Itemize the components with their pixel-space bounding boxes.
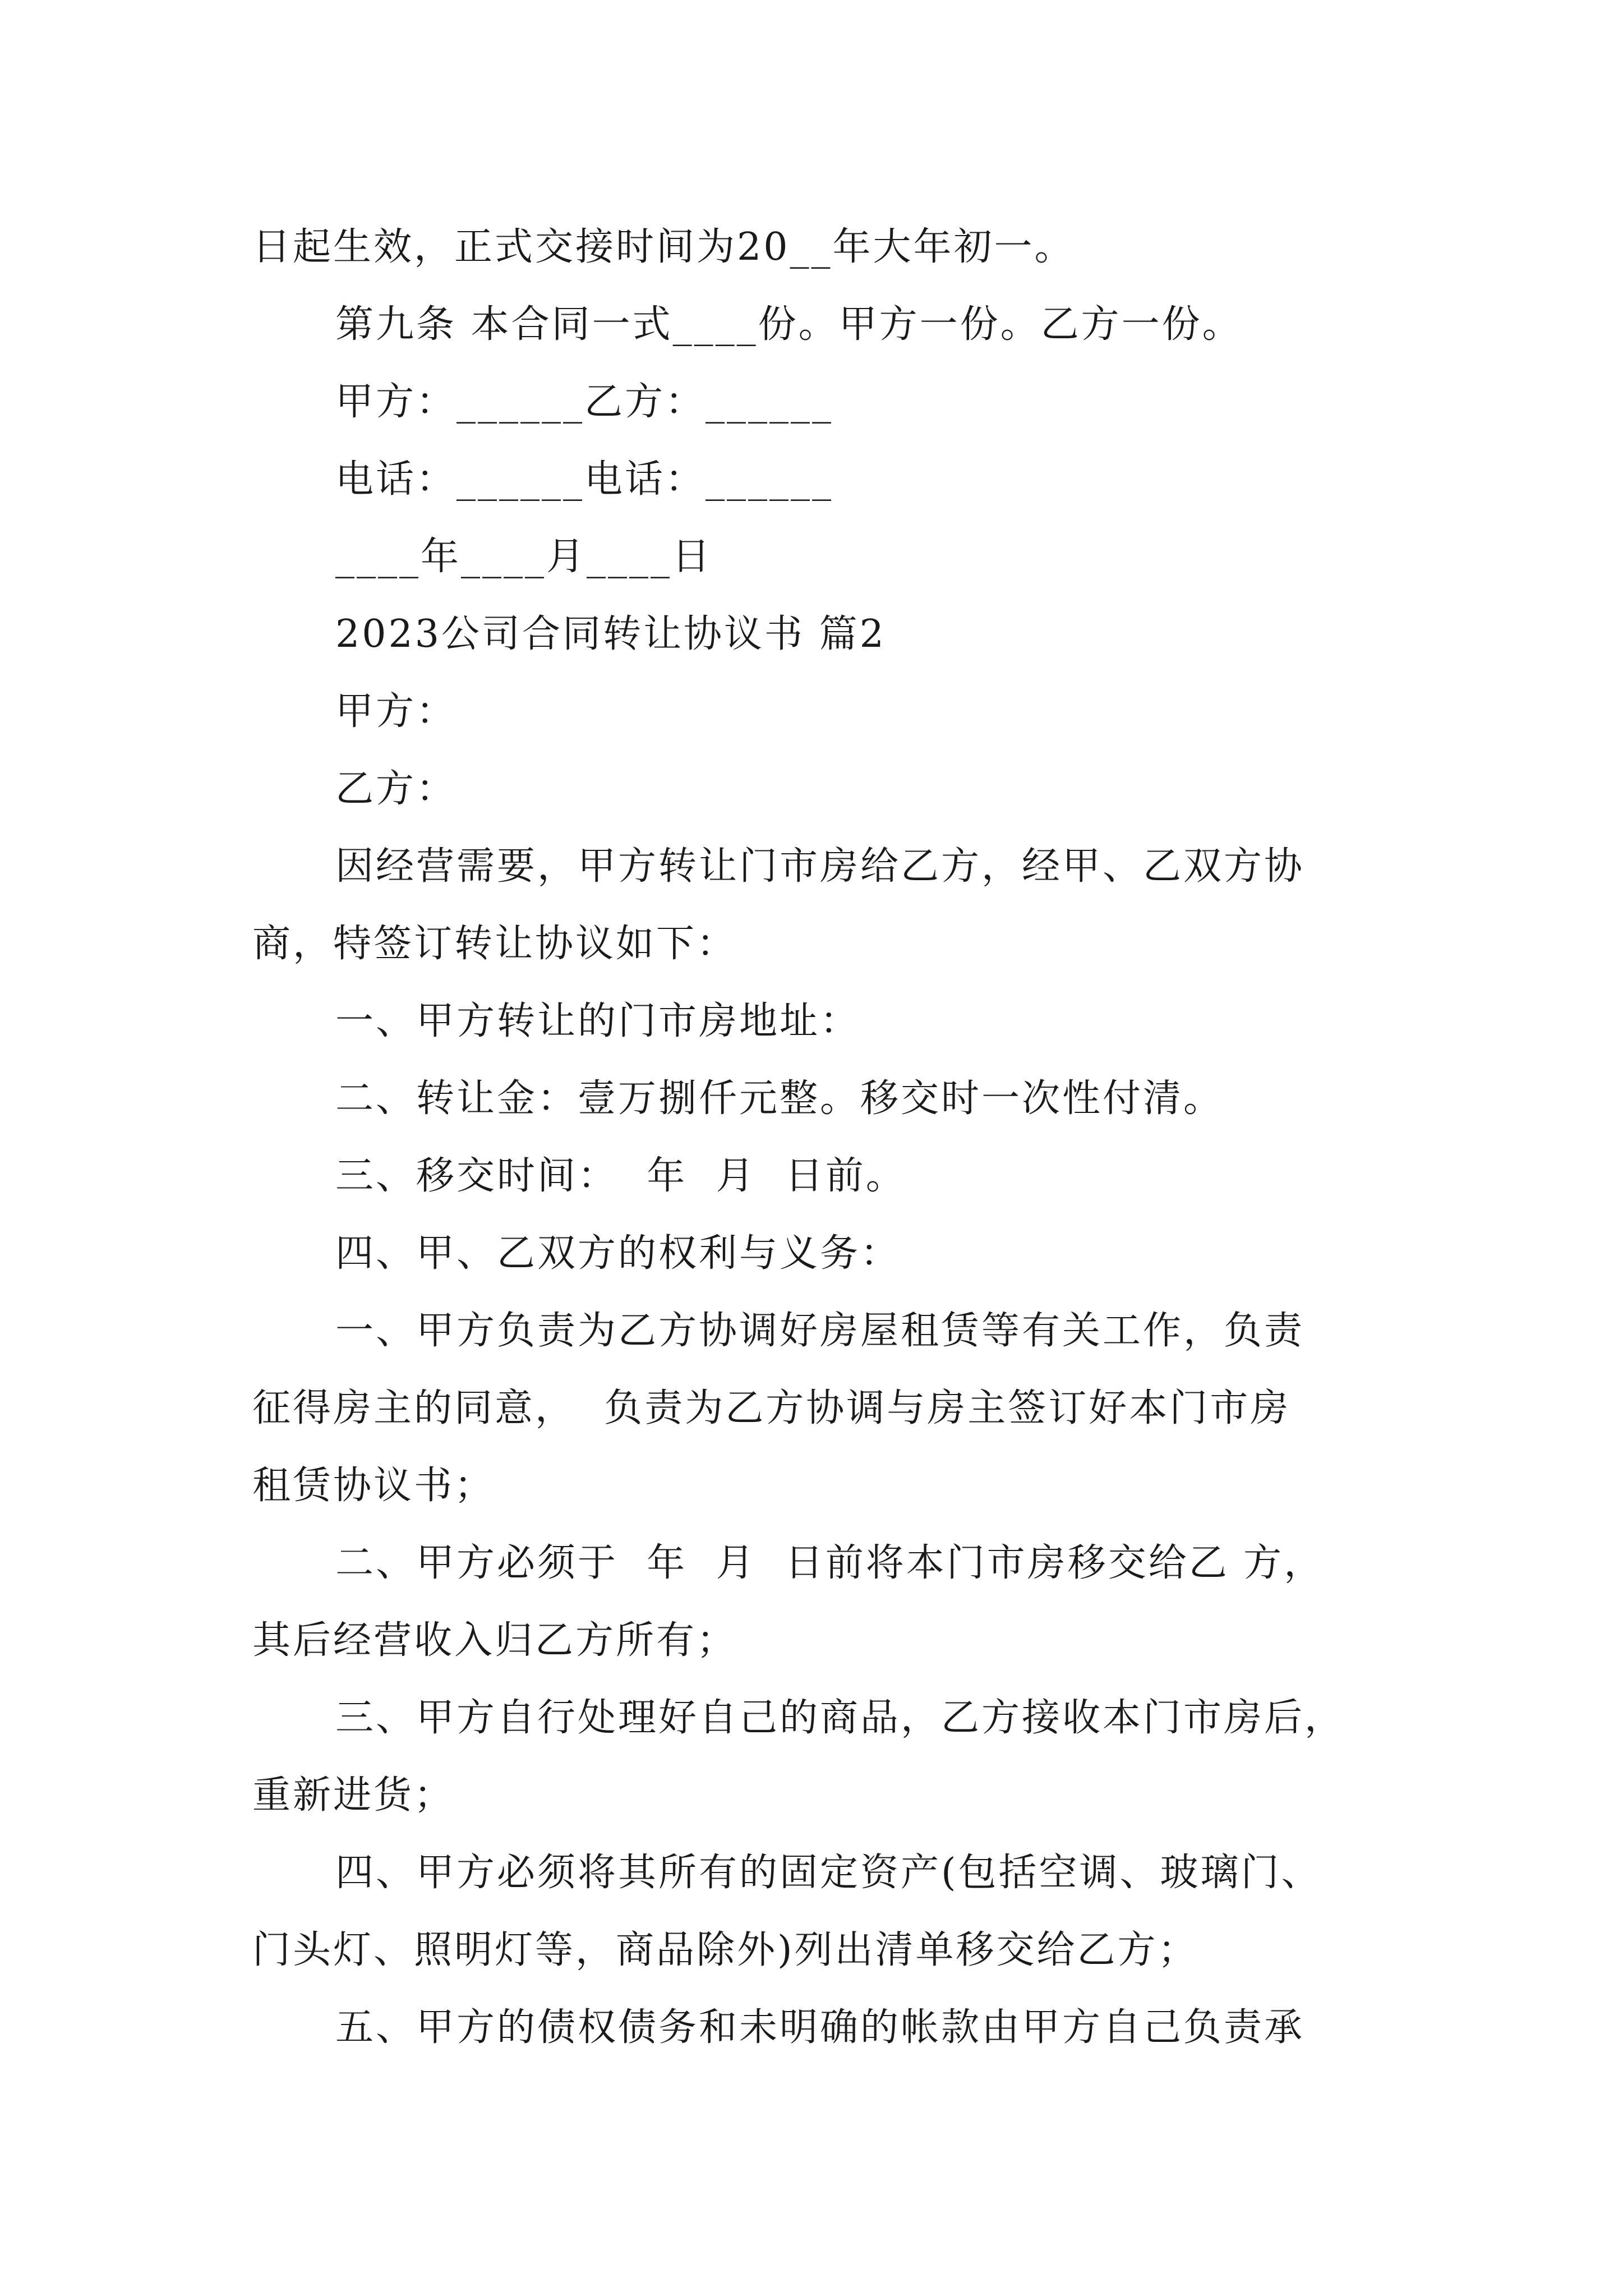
text-line: 二、甲方必须于 年 月 日前将本门市房移交给乙 方，: [335, 1541, 1325, 1585]
text-line: 商，特签订转让协议如下：: [252, 922, 737, 966]
text-line: 门头灯、照明灯等，商品除外)列出清单移交给乙方；: [252, 1928, 1198, 1972]
text-line: 四、甲、乙双方的权利与义务：: [335, 1231, 901, 1276]
text-line: 二、转让金：壹万捌仟元整。移交时一次性付清。: [335, 1076, 1224, 1121]
text-line: 一、甲方转让的门市房地址：: [335, 999, 861, 1043]
document-body: [252, 209, 1391, 2067]
text-line: 四、甲方必须将其所有的固定资产(包括空调、玻璃门、: [335, 1851, 1322, 1895]
text-line: 三、移交时间： 年 月 日前。: [335, 1154, 906, 1198]
text-line: 征得房主的同意， 负责为乙方协调与房主签订好本门市房: [252, 1386, 1291, 1430]
text-line: 甲方：______乙方：______: [335, 380, 834, 424]
text-line: 因经营需要，甲方转让门市房给乙方，经甲、乙双方协: [335, 844, 1305, 889]
text-line: 日起生效，正式交接时间为20__年大年初一。: [252, 225, 1075, 269]
text-line: 其后经营收入归乙方所有；: [252, 1618, 737, 1663]
text-line: 五、甲方的债权债务和未明确的帐款由甲方自己负责承: [335, 2005, 1305, 2050]
text-line: 甲方：: [335, 689, 457, 734]
text-line: 乙方：: [335, 767, 457, 811]
section-heading: 2023公司合同转让协议书 篇2: [335, 612, 886, 656]
text-line: 三、甲方自行处理好自己的商品，乙方接收本门市房后，: [335, 1696, 1345, 1740]
text-line: ____年____月____日: [335, 535, 713, 579]
text-line: 电话：______电话：______: [335, 457, 834, 501]
text-line: 第九条 本合同一式____份。甲方一份。乙方一份。: [335, 302, 1243, 347]
text-line: 一、甲方负责为乙方协调好房屋租赁等有关工作，负责: [335, 1309, 1305, 1353]
text-line: 租赁协议书；: [252, 1464, 495, 1508]
text-line: 重新进货；: [252, 1773, 455, 1818]
